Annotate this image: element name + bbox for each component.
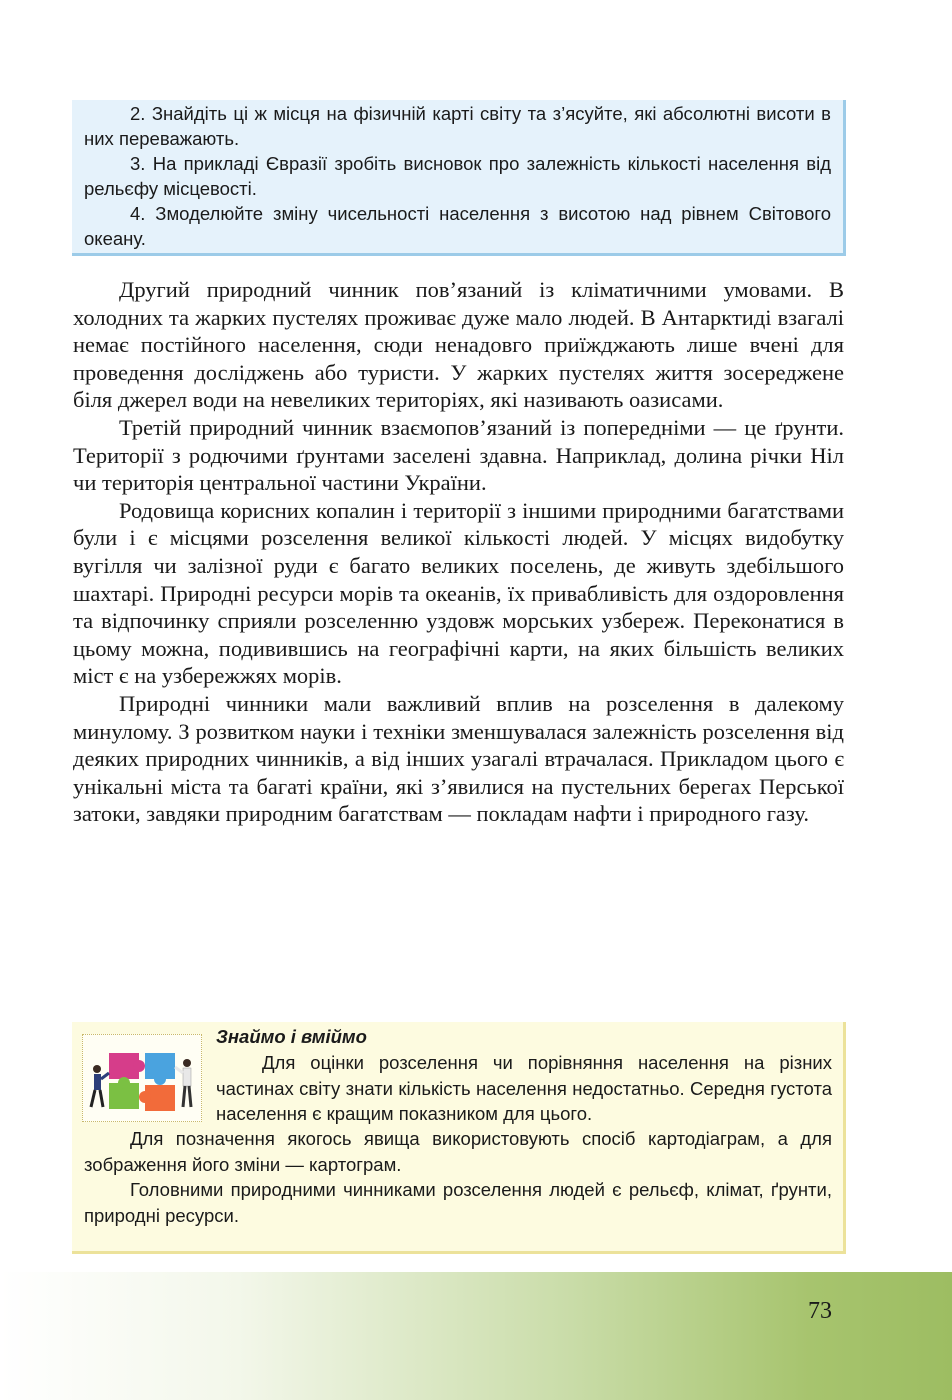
know-box-points bbox=[84, 1126, 832, 1228]
task-item-3: 3. На прикладі Євразії зробіть висновок про залежність кількості населення від рельєфу місцевості. bbox=[84, 153, 831, 199]
paragraph-history: Природні чинники мали важливий вплив на розселення в далекому минулому. З розвитком науки і техніки зменшувалася залежність розселення від деяких природних чинників, а від інших узагалі втрачалася. Прикладом цього є унікальні міста та багаті країни, які з’явилися на пустельних берегах Перської затоки, завдяки природним багатствам — покладам нафти і природного газу. bbox=[73, 690, 844, 827]
footer-band bbox=[0, 1272, 952, 1400]
main-text bbox=[73, 276, 844, 828]
know-box-point-maps: Для позначення якогось явища використовують спосіб картодіаграм, а для зображення його зміни — картограм. bbox=[84, 1128, 832, 1175]
know-box-intro: Для оцінки розселення чи порівняння населення на різних частинах світу знати кількість населення недостатньо. Середня густота населення є кращим показником для цього. bbox=[216, 1052, 832, 1124]
paragraph-resources: Родовища корисних копалин і території з іншими природними багатствами були і є місцями розселення великої кількості людей. У місцях видобутку вугілля чи залізної руди є багато великих поселень, де живуть здебільшого шахтарі. Природні ресурси морів та океанів, їх привабливість для оздоровлення та відпочинку сприяли розселенню уздовж морських узбереж. Переконатися в цьому можна, подивившись на географічні карти, на яких більшість великих міст є на узбережжях морів. bbox=[73, 497, 844, 689]
puzzle-people-icon bbox=[82, 1034, 202, 1122]
know-box bbox=[72, 1022, 846, 1254]
paragraph-climate: Другий природний чинник пов’язаний із кліматичними умовами. В холодних та жарких пустелях проживає дуже мало людей. В Антарктиді взагалі немає постійного населення, сюди ненадовго приїжджають лише вчені для проведення досліджень або туристи. У жарких пустелях життя зосереджене біля джерел води на невеликих територіях, які називають оазисами. bbox=[73, 277, 844, 413]
know-box-point-factors: Головними природними чинниками розселення людей є рельєф, клімат, ґрунти, природні ресурси. bbox=[84, 1179, 832, 1226]
task-item-4: 4. Змоделюйте зміну чисельності населення з висотою над рівнем Світового океану. bbox=[84, 203, 831, 249]
page-number: 73 bbox=[808, 1298, 832, 1324]
paragraph-soils: Третій природний чинник взаємопов’язаний із попередніми — це ґрунти. Території з родючими ґрунтами заселені здавна. Наприклад, долина річки Ніл чи територія центральної частини України. bbox=[73, 414, 844, 496]
task-item-2: 2. Знайдіть ці ж місця на фізичній карті світу та з’ясуйте, які абсолютні висоти в них переважають. bbox=[84, 103, 831, 149]
task-box bbox=[72, 100, 846, 256]
know-box-title: Знаймо і вміймо bbox=[216, 1026, 367, 1047]
